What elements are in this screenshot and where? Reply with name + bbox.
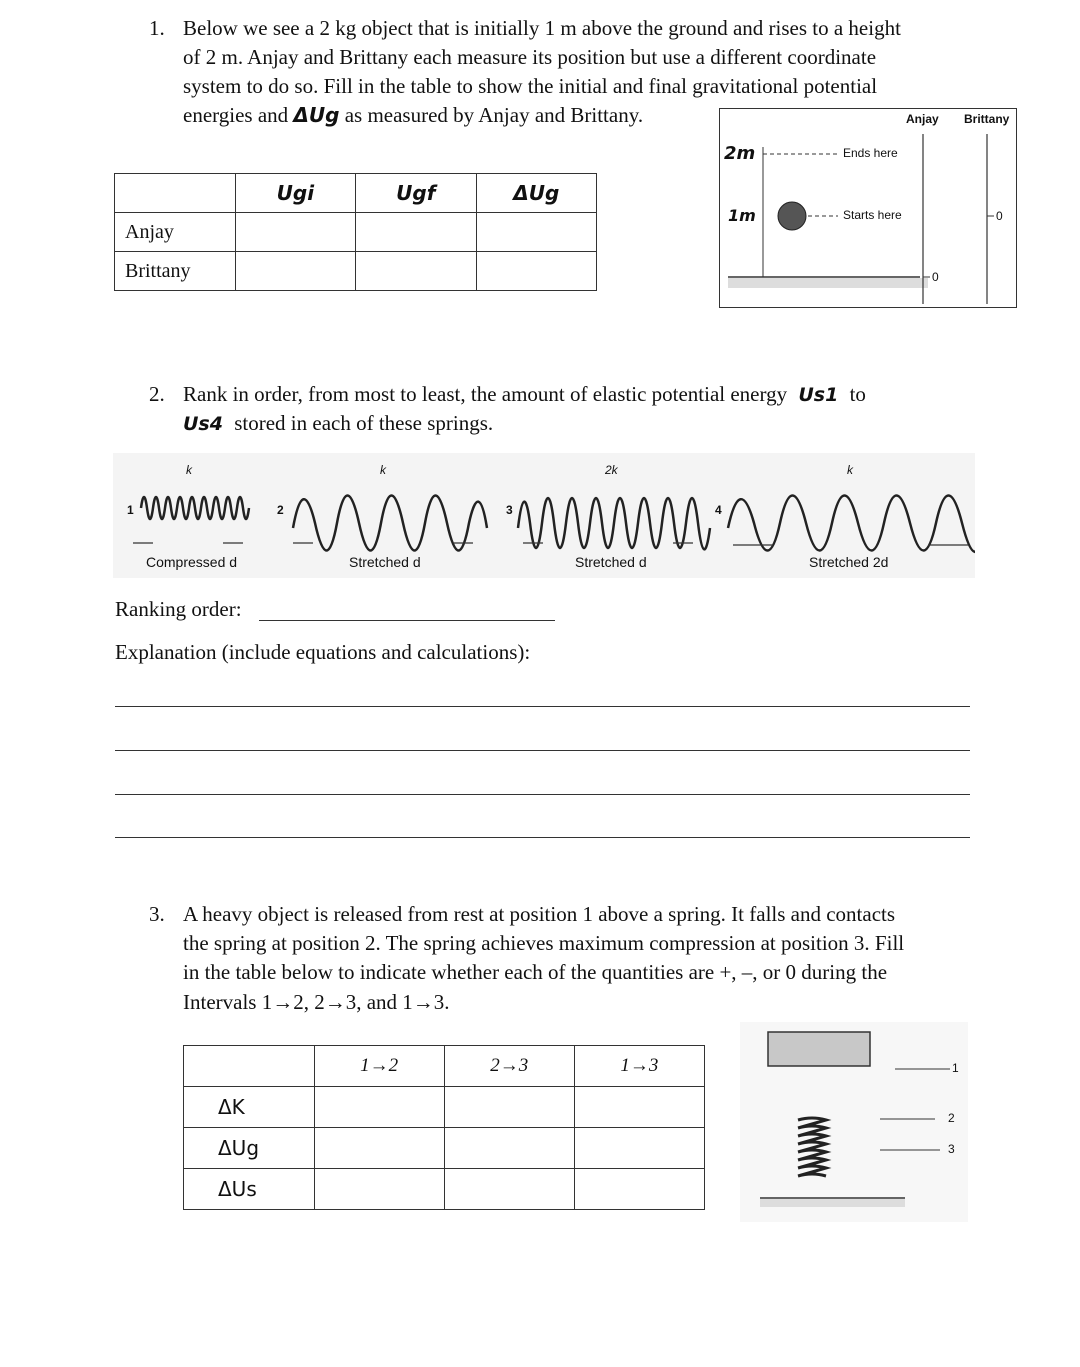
q2-line1 <box>183 380 866 410</box>
q1-header-ugi: Ugi <box>235 174 355 213</box>
q2-handwritten-us1: Us1 <box>798 384 839 406</box>
q3-header-2-3: 2→3 <box>444 1046 574 1087</box>
spring-3-k: 2k <box>605 463 618 477</box>
q1-line4-start: energies and <box>183 103 289 127</box>
q3-header-1-3: 1→3 <box>574 1046 704 1087</box>
q3-line3: in the table below to indicate whether each of the quantities are +, –, or 0 during the <box>183 960 888 984</box>
q3-position-1-label: 1 <box>952 1061 959 1075</box>
q3-cell-k-2-3[interactable] <box>444 1087 574 1128</box>
q1-header-ugf: Ugf <box>356 174 476 213</box>
q3-position-2-label: 2 <box>948 1111 955 1125</box>
q3-cell-ug-1-2[interactable] <box>314 1128 444 1169</box>
q1-cell-brittany-delta-ug[interactable] <box>476 252 597 291</box>
q1-energy-table <box>114 173 597 291</box>
spring-3-caption: Stretched d <box>575 554 647 570</box>
q2-springs-figure <box>113 453 975 578</box>
q2-ranking-answer-line[interactable] <box>259 620 555 621</box>
q3-header-blank <box>184 1046 315 1087</box>
spring-1-k: k <box>186 463 192 477</box>
heavy-block <box>768 1032 870 1066</box>
spring-4-number: 4 <box>715 503 722 517</box>
q1-header-blank <box>115 174 236 213</box>
q3-line1: A heavy object is released from rest at position 1 above a spring. It falls and contacts <box>183 902 896 926</box>
q3-row-label-delta-us: ΔUs <box>184 1169 315 1210</box>
q1-line4 <box>183 101 643 130</box>
ground-shading <box>728 278 928 288</box>
q1-cell-anjay-ugi[interactable] <box>235 213 355 252</box>
q3-line2: the spring at position 2. The spring achieves maximum compression at position 3. Fill <box>183 931 905 955</box>
floor-shading <box>760 1199 905 1207</box>
q1-row-label-anjay: Anjay <box>115 213 236 252</box>
q3-cell-us-2-3[interactable] <box>444 1169 574 1210</box>
q3-figure-drawing <box>740 1022 968 1222</box>
spring-1-caption: Compressed d <box>146 554 238 570</box>
q3-sign-table <box>183 1045 705 1210</box>
q2-explanation-line-4[interactable] <box>115 837 970 838</box>
q2-line1-to: to <box>849 382 866 406</box>
q1-number: 1. <box>149 16 165 40</box>
q2-number: 2. <box>149 382 165 406</box>
q1-figure-2m-mark: 2m <box>724 143 756 164</box>
q1-row-label-brittany: Brittany <box>115 252 236 291</box>
spring-3-number: 3 <box>506 503 513 517</box>
spring-4-caption: Stretched 2d <box>809 554 889 570</box>
q1-cell-brittany-ugi[interactable] <box>235 252 355 291</box>
q1-figure-brittany-label: Brittany <box>964 112 1010 126</box>
q1-figure-anjay-label: Anjay <box>906 112 939 126</box>
q3-cell-ug-1-3[interactable] <box>574 1128 704 1169</box>
q2-line2-text: stored in each of these springs. <box>234 411 494 435</box>
q1-figure-brittany-zero: 0 <box>996 209 1003 223</box>
q3-row-label-delta-k: ΔK <box>184 1087 315 1128</box>
q3-position-3-label: 3 <box>948 1142 955 1156</box>
q2-ranking-label: Ranking order: <box>115 597 242 621</box>
q2-handwritten-us4: Us4 <box>183 413 223 435</box>
q1-figure-ends-here: Ends here <box>843 146 898 160</box>
q1-figure-1m-mark: 1m <box>728 206 756 225</box>
q1-line2: of 2 m. Anjay and Brittany each measure its position but use a different coordinate <box>183 45 877 69</box>
spring-2-caption: Stretched d <box>349 554 421 570</box>
q1-figure-starts-here: Starts here <box>843 208 902 222</box>
q1-height-figure <box>719 108 1017 308</box>
q1-line3: system to do so. Fill in the table to show the initial and final gravitational potential <box>183 74 878 98</box>
spring-1-number: 1 <box>127 503 134 517</box>
spring-2-number: 2 <box>277 503 284 517</box>
object-ball <box>778 202 806 230</box>
q1-cell-anjay-ugf[interactable] <box>356 213 476 252</box>
q3-cell-k-1-3[interactable] <box>574 1087 704 1128</box>
q3-falling-block-figure <box>740 1022 968 1222</box>
q2-explanation-line-1[interactable] <box>115 706 970 707</box>
q1-cell-brittany-ugf[interactable] <box>356 252 476 291</box>
q3-cell-us-1-3[interactable] <box>574 1169 704 1210</box>
q3-line4: Intervals 1→2, 2→3, and 1→3. <box>183 990 450 1014</box>
q2-explanation-line-3[interactable] <box>115 794 970 795</box>
q2-explanation-label: Explanation (include equations and calculations): <box>115 640 531 664</box>
q1-cell-anjay-delta-ug[interactable] <box>476 213 597 252</box>
q3-cell-k-1-2[interactable] <box>314 1087 444 1128</box>
spring-4-k: k <box>847 463 853 477</box>
q1-header-delta-ug: ΔUg <box>476 174 597 213</box>
q1-handwritten-delta-ug: ΔUg <box>293 103 340 127</box>
spring-2-k: k <box>380 463 386 477</box>
q3-cell-ug-2-3[interactable] <box>444 1128 574 1169</box>
q2-line1-text: Rank in order, from most to least, the amount of elastic potential energy <box>183 382 788 406</box>
q2-line2 <box>183 409 493 439</box>
q1-line1: Below we see a 2 kg object that is initially 1 m above the ground and rises to a height <box>183 16 901 40</box>
q3-cell-us-1-2[interactable] <box>314 1169 444 1210</box>
q2-explanation-line-2[interactable] <box>115 750 970 751</box>
q3-header-1-2: 1→2 <box>314 1046 444 1087</box>
q3-row-label-delta-ug: ΔUg <box>184 1128 315 1169</box>
q1-figure-anjay-zero: 0 <box>932 270 939 284</box>
q3-number: 3. <box>149 902 165 926</box>
q1-line4-end: as measured by Anjay and Brittany. <box>344 103 644 127</box>
